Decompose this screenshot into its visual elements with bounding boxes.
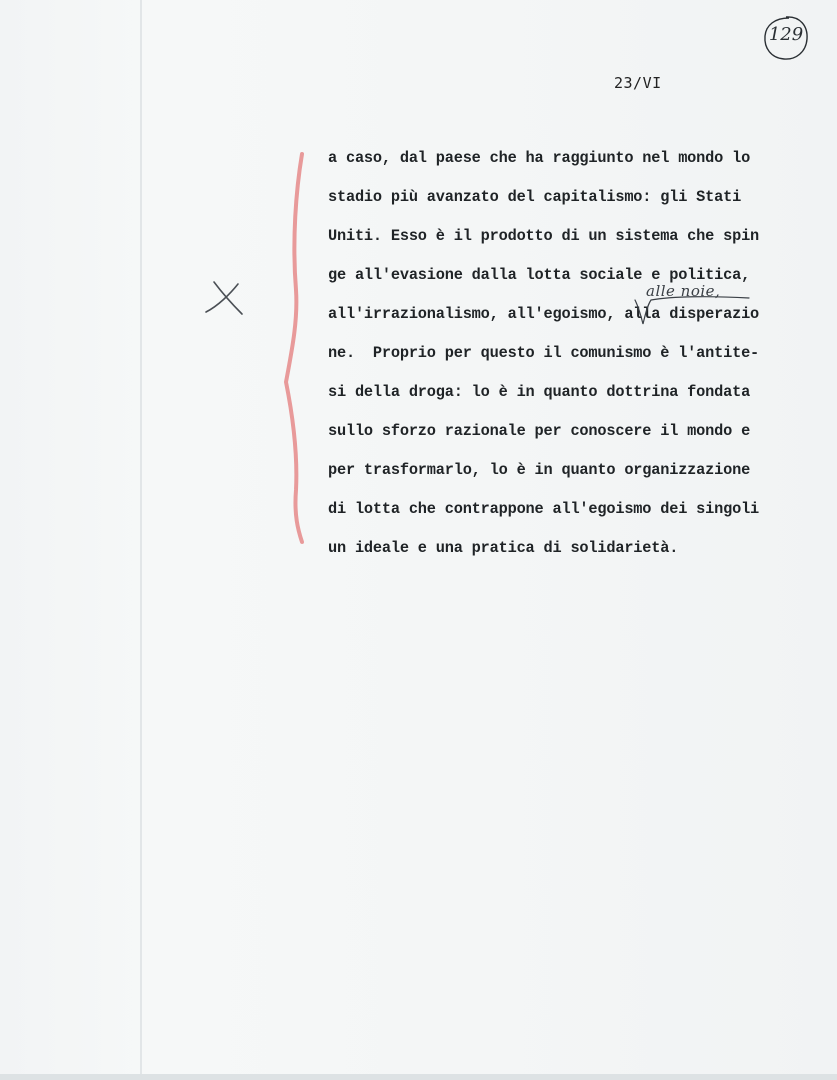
text-line: all'irrazionalismo, all'egoismo, alla disperazio xyxy=(328,305,760,323)
red-margin-bracket-icon xyxy=(282,150,312,545)
paper-edge xyxy=(0,1074,837,1080)
text-line: si della droga: lo è in quanto dottrina fondata xyxy=(328,383,751,401)
paper-fold xyxy=(140,0,142,1080)
text-line: un ideale e una pratica di solidarietà. xyxy=(328,539,679,557)
text-line: stadio più avanzato del capitalismo: gli Stati xyxy=(328,188,742,206)
margin-x-mark-icon xyxy=(200,276,250,320)
text-line: ne. Proprio per questo il comunismo è l'antite- xyxy=(328,344,760,362)
text-line: ge all'evasione dalla lotta sociale e politica, xyxy=(328,266,751,284)
typed-text-block xyxy=(328,139,808,568)
header-reference: 23/VI xyxy=(614,74,662,92)
page-number-text: 129 xyxy=(768,24,804,45)
text-line: di lotta che contrappone all'egoismo dei singoli xyxy=(328,500,760,518)
insertion-caret-icon xyxy=(633,296,753,328)
text-line: a caso, dal paese che ha raggiunto nel mondo lo xyxy=(328,149,751,167)
page-number-circled xyxy=(762,14,810,62)
text-line: per trasformarlo, lo è in quanto organizzazione xyxy=(328,461,751,479)
text-line: Uniti. Esso è il prodotto di un sistema che spin xyxy=(328,227,760,245)
text-line: sullo sforzo razionale per conoscere il mondo e xyxy=(328,422,751,440)
handwritten-insertion: alle noie, xyxy=(646,282,721,300)
